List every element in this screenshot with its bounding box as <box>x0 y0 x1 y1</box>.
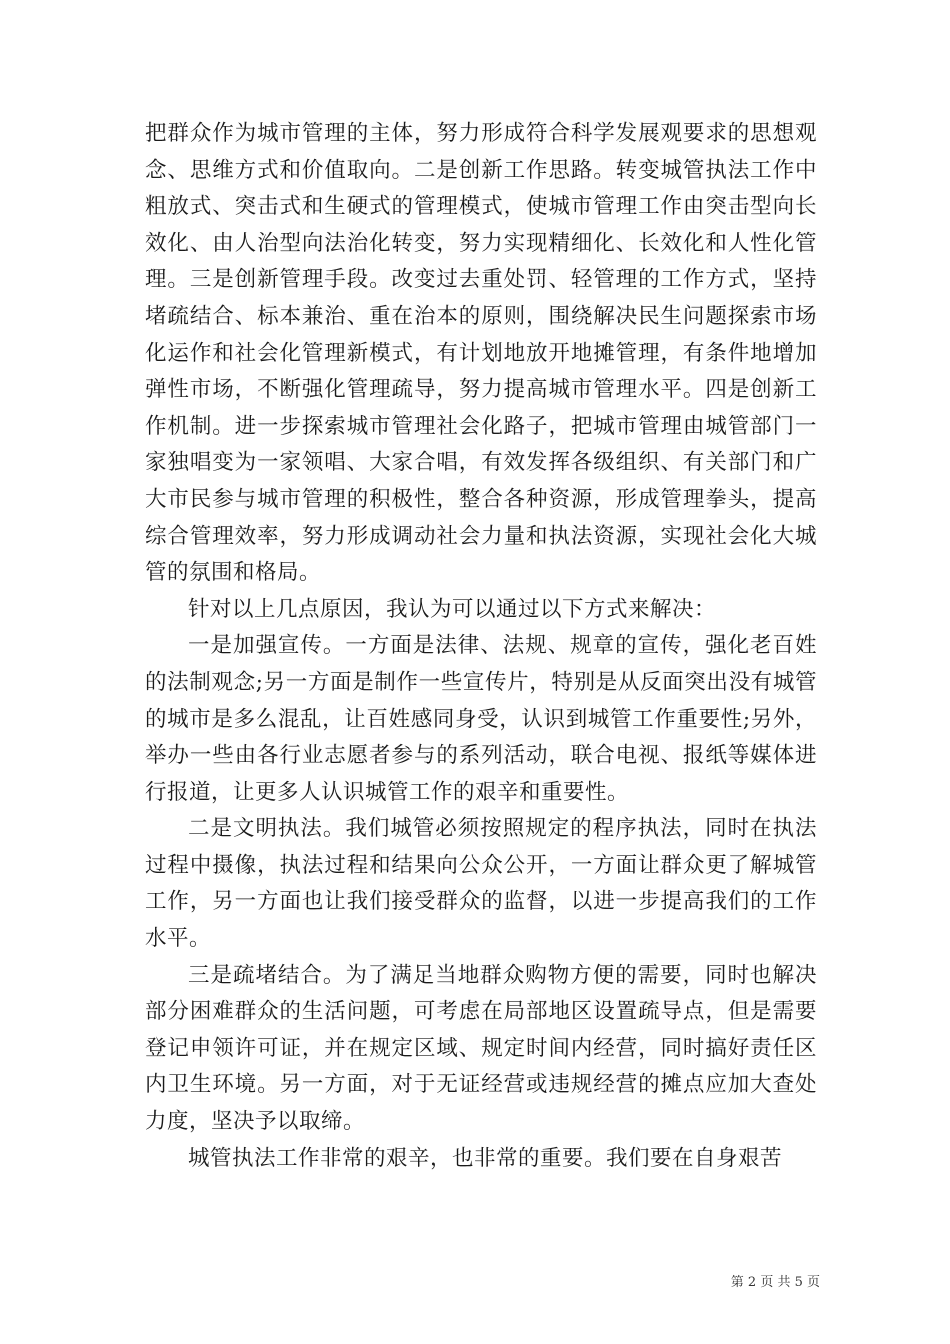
paragraph-civil-enforcement: 二是文明执法。我们城管必须按照规定的程序执法，同时在执法过程中摄像，执法过程和结果向公众公开，一方面让群众更了解城管工作，另一方面也让我们接受群众的监督，以进一步提高我们的工作水平。 <box>145 816 817 952</box>
paragraph-solutions-intro: 针对以上几点原因，我认为可以通过以下方式来解决： <box>188 596 717 622</box>
paragraph-closing: 城管执法工作非常的艰辛，也非常的重要。我们要在自身艰苦 <box>188 1145 783 1171</box>
paragraph-continued: 把群众作为城市管理的主体，努力形成符合科学发展观要求的思想观念、思维方式和价值取向。二是创新工作思路。转变城管执法工作中粗放式、突击式和生硬式的管理模式，使城市管理工作由突击型向长效化、由人治型向法治化转变，努力实现精细化、长效化和人性化管理。三是创新管理手段。改变过去重处罚、轻管理的工作方式，坚持堵疏结合、标本兼治、重在治本的原则，围绕解决民生问题探索市场化运作和社会化管理新模式，有计划地放开地摊管理，有条件地增加弹性市场，不断强化管理疏导，努力提高城市管理水平。四是创新工作机制。进一步探索城市管理社会化路子，把城市管理由城管部门一家独唱变为一家领唱、大家合唱，有效发挥各级组织、有关部门和广大市民参与城市管理的积极性，整合各种资源，形成管理拳头，提高综合管理效率，努力形成调动社会力量和执法资源，实现社会化大城管的氛围和格局。 <box>145 121 817 586</box>
paragraph-dredge-and-block: 三是疏堵结合。为了满足当地群众购物方便的需要，同时也解决部分困难群众的生活问题，可考虑在局部地区设置疏导点，但是需要登记申领许可证，并在规定区域、规定时间内经营，同时搞好责任区内卫生环境。另一方面，对于无证经营或违规经营的摊点应加大查处力度，坚决予以取缔。 <box>145 962 817 1135</box>
paragraph-publicity: 一是加强宣传。一方面是法律、法规、规章的宣传，强化老百姓的法制观念;另一方面是制作一些宣传片，特别是从反面突出没有城管的城市是多么混乱，让百姓感同身受，认识到城管工作重要性;另外，举办一些由各行业志愿者参与的系列活动，联合电视、报纸等媒体进行报道，让更多人认识城管工作的艰辛和重要性。 <box>145 633 817 805</box>
page-number: 第 2 页 共 5 页 <box>730 1275 820 1290</box>
document-body <box>145 116 817 1177</box>
